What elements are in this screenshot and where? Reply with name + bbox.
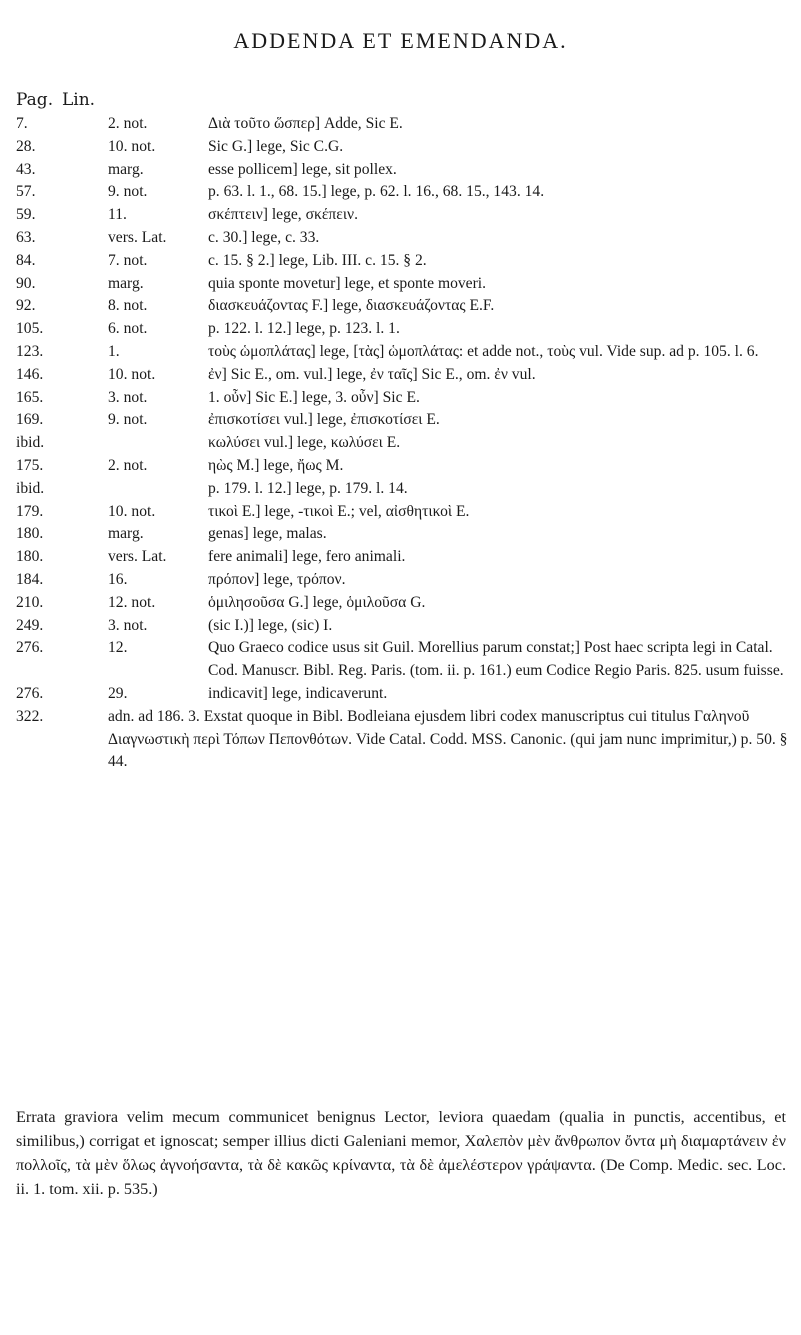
addenda-entry [16, 227, 791, 250]
addenda-entry [16, 523, 791, 546]
entry-page: 43. [16, 160, 36, 178]
entry-text: Sic G.] lege, Sic C.G. [208, 137, 344, 155]
entry-line: 11. [108, 206, 127, 224]
entry-text: πρόπον] lege, τρόπον. [208, 570, 346, 588]
addenda-entry [16, 592, 791, 615]
entry-text: ηὼς M.] lege, ἤως M. [208, 456, 344, 474]
entry-line: vers. Lat. [108, 548, 167, 566]
entry-line: 2. not. [108, 456, 148, 474]
addenda-entry [16, 501, 791, 524]
entry-line: marg. [108, 274, 144, 292]
errata-note: Errata graviora velim mecum communicet benignus Lector, leviora quaedam (qualia in punctis, accentibus, et similibus,) corrigat et ignoscat; semper illius dicti Galeniani memor, Χαλεπὸν μὲν ἄνθρωπον ὄντα μὴ διαμαρτάνειν ἐν πολλοῖς, τὰ μὲν ὅλως ἀγνοήσαντα, τὰ δὲ κακῶς κρίναντα, τὰ δὲ ἀμελέστερον γράψαντα. (De Comp. Medic. sec. Loc. ii. 1. tom. xii. p. 535.) [16, 1108, 786, 1198]
entry-text: c. 15. § 2.] lege, Lib. III. c. 15. § 2. [208, 251, 427, 269]
addenda-entry [16, 409, 791, 432]
entry-line: 29. [108, 684, 128, 702]
entry-line: 16. [108, 570, 128, 588]
addenda-entry [16, 159, 791, 182]
entry-page: 179. [16, 502, 44, 520]
entry-text: τοὺς ὡμοπλάτας] lege, [τὰς] ὡμοπλάτας: et adde not., τοὺς vul. Vide sup. ad p. 105. l. 6. [208, 342, 759, 360]
entry-text: ἐπισκοτίσει vul.] lege, ἐπισκοτίσει E. [208, 411, 440, 429]
column-head-lin: Lin. [62, 90, 96, 110]
entry-text: 1. οὖν] Sic E.] lege, 3. οὖν] Sic E. [208, 388, 420, 406]
entry-page: 210. [16, 593, 44, 611]
addenda-entry [16, 204, 791, 227]
addenda-entry [16, 136, 791, 159]
entry-text: Διὰ τοῦτο ὥσπερ] Adde, Sic E. [208, 115, 403, 132]
entry-line: 3. not. [108, 616, 148, 634]
addenda-entry [16, 364, 791, 387]
entry-page: 7. [16, 115, 28, 132]
entry-text: τικοὶ E.] lege, -τικοὶ E.; vel, αἰσθητικοὶ E. [208, 502, 470, 520]
entry-page: 175. [16, 456, 44, 474]
entry-page: 146. [16, 365, 44, 383]
entry-line [108, 478, 208, 501]
entry-line: 3. not. [108, 388, 148, 406]
entry-line: vers. Lat. [108, 228, 167, 246]
addenda-entry [16, 706, 791, 774]
entry-text: διασκευάζοντας F.] lege, διασκευάζοντας E.F. [208, 297, 495, 315]
entry-line: 10. not. [108, 365, 156, 383]
addenda-entry [16, 318, 791, 341]
column-head-pag: Pag. [16, 90, 54, 110]
entry-text: κωλύσει vul.] lege, κωλύσει E. [208, 434, 401, 452]
addenda-entry [16, 295, 791, 318]
entry-line: 12. not. [108, 593, 156, 611]
entry-page: 180. [16, 548, 44, 566]
addenda-entry [16, 683, 791, 706]
entry-page: 57. [16, 183, 36, 201]
addenda-entry [16, 341, 791, 364]
entry-text: σκέπτειν] lege, σκέπειν. [208, 206, 358, 224]
addenda-entry [16, 615, 791, 638]
entry-text: p. 179. l. 12.] lege, p. 179. l. 14. [208, 479, 408, 497]
entry-line: marg. [108, 160, 144, 178]
entry-text: ἐν] Sic E., om. vul.] lege, ἐν ταῖς] Sic E., om. ἐν vul. [208, 365, 536, 383]
entry-text: ὁμιλησοῦσα G.] lege, ὁμιλοῦσα G. [208, 593, 426, 611]
entry-line: 9. not. [108, 183, 148, 201]
addenda-entry [16, 546, 791, 569]
entry-page: 165. [16, 388, 44, 406]
entry-line: 6. not. [108, 320, 148, 338]
addenda-entry [16, 250, 791, 273]
addenda-list [16, 113, 791, 774]
entry-text: (sic I.)] lege, (sic) I. [208, 616, 333, 634]
addenda-entry [16, 478, 791, 501]
entry-page: 249. [16, 616, 44, 634]
entry-page: 276. [16, 684, 44, 702]
entry-text: genas] lege, malas. [208, 525, 327, 543]
addenda-entry [16, 569, 791, 592]
entry-line: 9. not. [108, 411, 148, 429]
entry-text: indicavit] lege, indicaverunt. [208, 684, 388, 702]
entry-line: 10. not. [108, 502, 156, 520]
entry-text: adn. ad 186. 3. Exstat quoque in Bibl. Bodleiana ejusdem libri codex manuscriptus cui titulus Γαληνοῦ Διαγνωστικὴ περὶ Τόπων Πεπονθότων. Vide Catal. Codd. MSS. Canonic. (qui jam nunc imprimitur,) p. 50. § 44. [108, 707, 788, 771]
entry-page: 92. [16, 297, 36, 315]
addenda-entry [16, 455, 791, 478]
entry-line: 12. [108, 639, 128, 657]
entry-text: fere animali] lege, fero animali. [208, 548, 406, 566]
entry-page: 169. [16, 411, 44, 429]
entry-line: 1. [108, 342, 120, 360]
entry-text: p. 122. l. 12.] lege, p. 123. l. 1. [208, 320, 400, 338]
entry-text: p. 63. l. 1., 68. 15.] lege, p. 62. l. 16., 68. 15., 143. 14. [208, 183, 545, 201]
entry-line: 2. not. [108, 115, 148, 132]
entry-page: ibid. [16, 479, 45, 497]
entry-page: 276. [16, 639, 44, 657]
entry-page: 184. [16, 570, 44, 588]
entry-page: 90. [16, 274, 36, 292]
addenda-entry [16, 273, 791, 296]
addenda-entry [16, 387, 791, 410]
addenda-entry [16, 113, 791, 136]
entry-page: 322. [16, 707, 44, 725]
entry-page: 59. [16, 206, 36, 224]
entry-line [108, 432, 208, 455]
addenda-entry [16, 181, 791, 204]
page-title: ADDENDA ET EMENDANDA. [233, 28, 568, 53]
addenda-entry [16, 637, 791, 683]
entry-text: Quo Graeco codice usus sit Guil. Morellius parum constat;] Post haec scripta legi in Catal. Cod. Manuscr. Bibl. Reg. Paris. (tom. ii. p. 161.) eum Codice Regio Paris. 825. usum fuisse. [208, 639, 784, 680]
entry-text: c. 30.] lege, c. 33. [208, 228, 320, 246]
entry-page: ibid. [16, 434, 45, 452]
entry-page: 105. [16, 320, 44, 338]
entry-line: 10. not. [108, 137, 156, 155]
entry-page: 84. [16, 251, 36, 269]
entry-page: 28. [16, 137, 36, 155]
entry-line: 7. not. [108, 251, 148, 269]
entry-line: 8. not. [108, 297, 148, 315]
entry-page: 180. [16, 525, 44, 543]
entry-page: 123. [16, 342, 44, 360]
entry-text: quia sponte movetur] lege, et sponte moveri. [208, 274, 487, 292]
entry-line: marg. [108, 525, 144, 543]
entry-text: esse pollicem] lege, sit pollex. [208, 160, 397, 178]
entry-page: 63. [16, 228, 36, 246]
addenda-entry [16, 432, 791, 455]
